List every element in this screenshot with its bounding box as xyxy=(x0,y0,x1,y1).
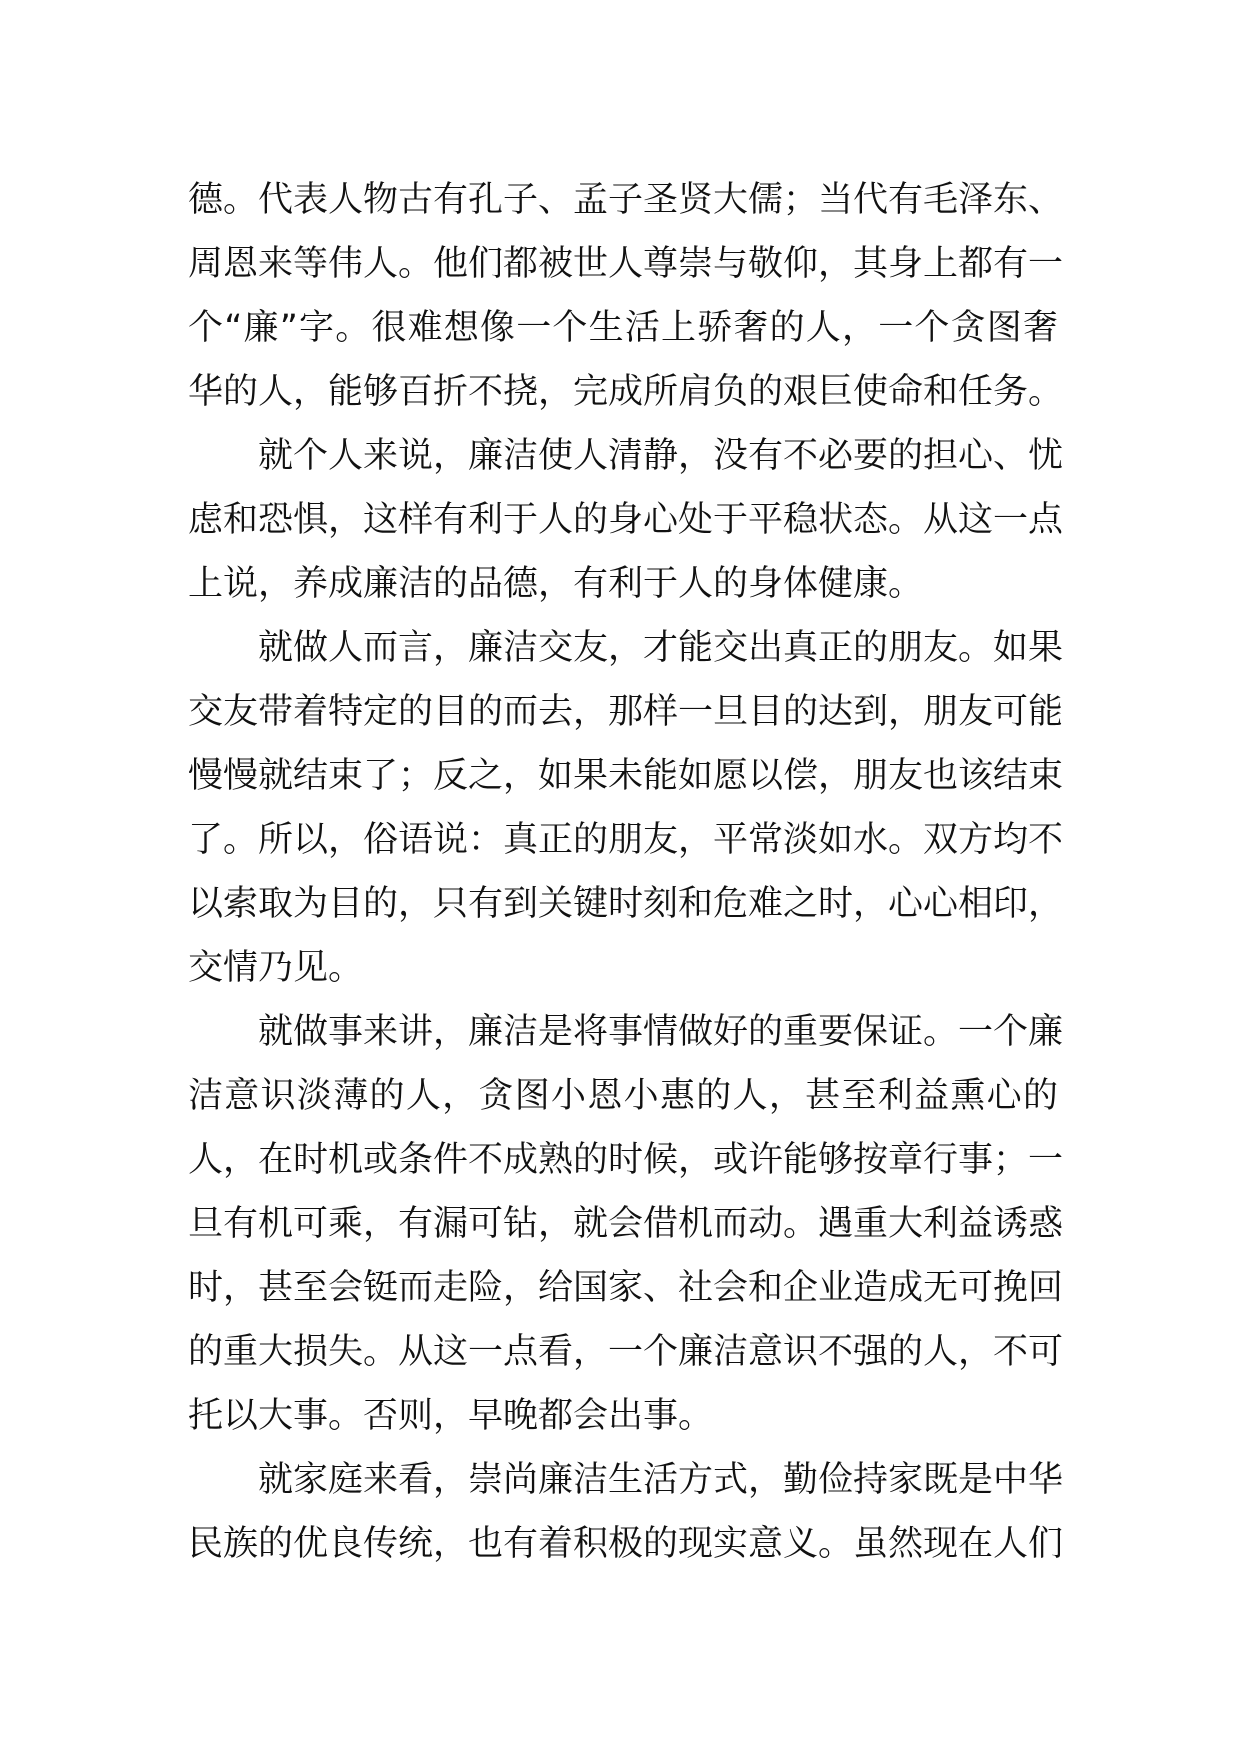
text-line: 以索取为目的，只有到关键时刻和危难之时，心心相印， xyxy=(188,884,1064,924)
text-line: 民族的优良传统，也有着积极的现实意义。虽然现在人们 xyxy=(188,1524,1064,1564)
paragraph-4 xyxy=(188,1000,1064,1448)
paragraph-3 xyxy=(188,616,1064,1000)
text-line: 虑和恐惧，这样有利于人的身心处于平稳状态。从这一点 xyxy=(188,500,1064,540)
text-line: 交情乃见。 xyxy=(188,948,364,988)
paragraph-1 xyxy=(188,168,1064,424)
text-line: 旦有机可乘，有漏可钻，就会借机而动。遇重大利益诱惑 xyxy=(188,1204,1064,1244)
text-line: 德。代表人物古有孔子、孟子圣贤大儒；当代有毛泽东、 xyxy=(188,180,1064,220)
text-line: 就家庭来看，崇尚廉洁生活方式，勤俭持家既是中华 xyxy=(258,1460,1064,1500)
text-line: 就个人来说，廉洁使人清静，没有不必要的担心、忧 xyxy=(258,436,1064,476)
text-line: 就做人而言，廉洁交友，才能交出真正的朋友。如果 xyxy=(258,628,1064,668)
text-line: 的重大损失。从这一点看，一个廉洁意识不强的人，不可 xyxy=(188,1332,1064,1372)
document-body xyxy=(188,168,1064,1576)
text-line: 上说，养成廉洁的品德，有利于人的身体健康。 xyxy=(188,564,924,604)
text-line: 洁意识淡薄的人，贪图小恩小惠的人，甚至利益熏心的 xyxy=(188,1076,1058,1116)
text-line: 交友带着特定的目的而去，那样一旦目的达到，朋友可能 xyxy=(188,692,1064,732)
text-line: 人，在时机或条件不成熟的时候，或许能够按章行事；一 xyxy=(188,1140,1064,1180)
paragraph-5 xyxy=(188,1448,1064,1576)
text-line: 托以大事。否则，早晚都会出事。 xyxy=(188,1396,714,1436)
paragraph-2 xyxy=(188,424,1064,616)
text-line: 了。所以，俗语说：真正的朋友，平常淡如水。双方均不 xyxy=(188,820,1064,860)
text-line: 就做事来讲，廉洁是将事情做好的重要保证。一个廉 xyxy=(258,1012,1064,1052)
text-line: 华的人，能够百折不挠，完成所肩负的艰巨使命和任务。 xyxy=(188,372,1064,412)
text-line: 时，甚至会铤而走险，给国家、社会和企业造成无可挽回 xyxy=(188,1268,1064,1308)
text-line: 周恩来等伟人。他们都被世人尊崇与敬仰，其身上都有一 xyxy=(188,244,1064,284)
text-line: 个“廉”字。很难想像一个生活上骄奢的人，一个贪图奢 xyxy=(188,308,1058,348)
text-line: 慢慢就结束了；反之，如果未能如愿以偿，朋友也该结束 xyxy=(188,756,1064,796)
